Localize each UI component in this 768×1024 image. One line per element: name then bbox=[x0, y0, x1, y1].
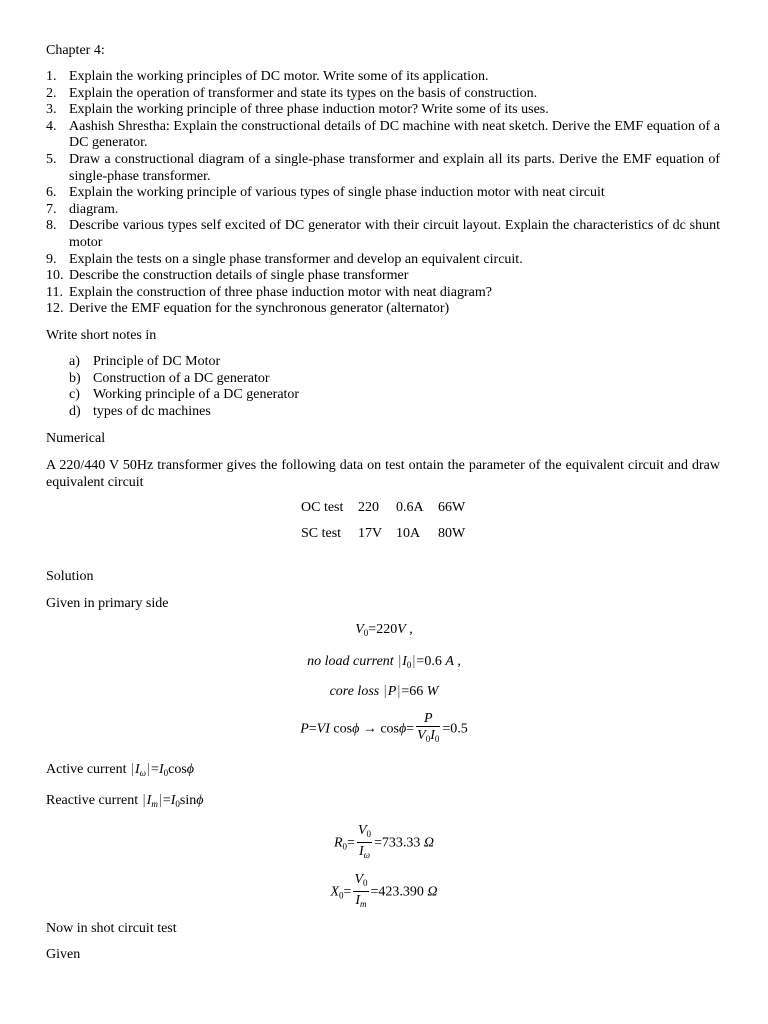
question-text: Draw a constructional diagram of a single-phase transformer and explain all its parts. Derive the EMF equation of single-phase transformer. bbox=[69, 151, 720, 184]
question-item bbox=[46, 218, 720, 251]
note-text: Principle of DC Motor bbox=[93, 354, 221, 369]
equation-power-factor: P=VI cosϕ → cosϕ= $\frac{P}{V_0I_0}$ =0.5 bbox=[0, 711, 768, 748]
equation-i0: no load current $|I_0|=0.6$ A , bbox=[307, 653, 461, 670]
fraction: $\frac{P}{V_0I_0}$ bbox=[417, 711, 440, 744]
given-primary-label: Given in primary side bbox=[46, 596, 169, 611]
table-cell: 220 bbox=[358, 500, 379, 515]
note-item bbox=[69, 371, 469, 388]
problem-statement: A 220/440 V 50Hz transformer gives the following data on test ontain the parameter of the equivalent circuit and draw equivalent circuit bbox=[46, 458, 720, 490]
equation-core-loss: core loss |P|=66 W bbox=[329, 683, 439, 699]
question-text: Describe the construction details of single phase transformer bbox=[69, 268, 409, 284]
question-text: Explain the construction of three phase induction motor with neat diagram? bbox=[69, 284, 492, 300]
table-cell: 66W bbox=[438, 500, 466, 515]
question-item bbox=[46, 268, 720, 285]
solution-label: Solution bbox=[46, 569, 94, 584]
question-item bbox=[46, 202, 720, 219]
note-text: Working principle of a DC generator bbox=[93, 387, 300, 403]
question-text: Explain the tests on a single phase transformer and develop an equivalent circuit. bbox=[69, 251, 523, 267]
ohm-symbol: Ω bbox=[423, 835, 435, 851]
fraction: $\frac{V_0}{I_m}$ bbox=[354, 872, 368, 909]
p-unit: W bbox=[426, 684, 439, 699]
equation-x0: $X_0=$ $\frac{V_0}{I_m}$ =423.390 Ω bbox=[0, 872, 768, 913]
question-text: Explain the operation of transformer and state its types on the basis of construction. bbox=[69, 85, 538, 101]
note-label: d) bbox=[69, 403, 81, 419]
table-row bbox=[301, 500, 478, 517]
i0-value: 0.6 bbox=[424, 654, 442, 669]
r0-value: 733.33 bbox=[381, 835, 421, 851]
fraction: $\frac{V_0}{I_\omega}$ bbox=[357, 823, 371, 860]
note-item bbox=[69, 404, 469, 421]
question-item bbox=[46, 69, 720, 86]
active-current-label: Active current bbox=[46, 762, 127, 777]
question-text: diagram. bbox=[69, 201, 119, 217]
given-label: Given bbox=[46, 947, 81, 962]
reactive-current-line: Reactive current $|I_m|=I_0\sin\phi$ bbox=[46, 792, 204, 809]
note-text: Construction of a DC generator bbox=[93, 370, 270, 386]
question-number: 12. bbox=[46, 301, 64, 317]
short-notes-heading: Write short notes in bbox=[46, 328, 157, 343]
question-item bbox=[46, 252, 720, 269]
question-number: 7. bbox=[46, 201, 57, 217]
question-item bbox=[46, 285, 720, 302]
question-text: Explain the working principle of various types of single phase induction motor with neat circuit bbox=[69, 185, 605, 201]
test-data-table bbox=[301, 500, 478, 542]
question-item bbox=[46, 301, 720, 318]
question-number: 11. bbox=[46, 284, 63, 300]
question-text: Derive the EMF equation for the synchronous generator (alternator) bbox=[69, 301, 450, 317]
note-label: c) bbox=[69, 387, 80, 403]
question-number: 5. bbox=[46, 151, 57, 167]
i0-unit: A bbox=[445, 654, 454, 669]
question-text: Describe various types self excited of DC generator with their circuit layout. Explain the characteristics of dc shunt motor bbox=[69, 218, 720, 250]
numerical-heading: Numerical bbox=[46, 431, 106, 446]
question-text: Aashish Shrestha: Explain the constructional details of DC machine with neat sketch. Derive the EMF equation of a DC generator. bbox=[69, 118, 720, 151]
table-cell: 17V bbox=[358, 525, 383, 541]
active-current-line: Active current $|I_\omega|=I_0\cos\phi$ bbox=[46, 761, 195, 778]
table-cell: 0.6A bbox=[396, 500, 424, 515]
reactive-current-label: Reactive current bbox=[46, 793, 139, 808]
core-loss-label: core loss bbox=[329, 684, 380, 699]
question-number: 3. bbox=[46, 102, 57, 118]
question-item bbox=[46, 102, 720, 119]
note-item bbox=[69, 387, 469, 404]
table-cell: 10A bbox=[396, 525, 421, 541]
v0-unit: V bbox=[397, 622, 406, 637]
note-item bbox=[69, 354, 469, 371]
question-item bbox=[46, 86, 720, 103]
table-cell: OC test bbox=[301, 500, 344, 515]
question-item bbox=[46, 119, 720, 152]
table-row bbox=[301, 517, 478, 543]
table-cell: 80W bbox=[438, 525, 466, 541]
short-notes-list bbox=[69, 354, 469, 420]
short-circuit-heading: Now in shot circuit test bbox=[46, 921, 177, 936]
p-value: 66 bbox=[409, 684, 424, 699]
question-number: 10. bbox=[46, 268, 64, 284]
v0-value: 220 bbox=[376, 622, 398, 637]
x0-value: 423.390 bbox=[378, 884, 424, 900]
question-number: 4. bbox=[46, 118, 57, 134]
equation-v0: $V_0=220V$ , bbox=[355, 622, 413, 638]
note-label: a) bbox=[69, 354, 80, 369]
question-text: Explain the working principle of three phase induction motor? Write some of its uses. bbox=[69, 102, 549, 118]
question-item bbox=[46, 185, 720, 202]
table-cell: SC test bbox=[301, 525, 342, 541]
no-load-label: no load current bbox=[307, 654, 394, 669]
chapter-heading: Chapter 4: bbox=[46, 43, 105, 58]
question-number: 6. bbox=[46, 185, 57, 201]
question-text: Explain the working principles of DC motor. Write some of its application. bbox=[69, 69, 489, 84]
question-number: 1. bbox=[46, 69, 57, 84]
question-item bbox=[46, 152, 720, 185]
note-label: b) bbox=[69, 370, 81, 386]
pf-value: 0.5 bbox=[450, 721, 468, 737]
ohm-symbol: Ω bbox=[427, 884, 438, 900]
question-list bbox=[46, 69, 720, 318]
question-number: 9. bbox=[46, 251, 57, 267]
question-number: 8. bbox=[46, 218, 57, 234]
note-text: types of dc machines bbox=[93, 403, 211, 419]
equation-r0: $R_0=$ $\frac{V_0}{I_\omega}$ =733.33 Ω bbox=[0, 823, 768, 864]
question-number: 2. bbox=[46, 85, 57, 101]
